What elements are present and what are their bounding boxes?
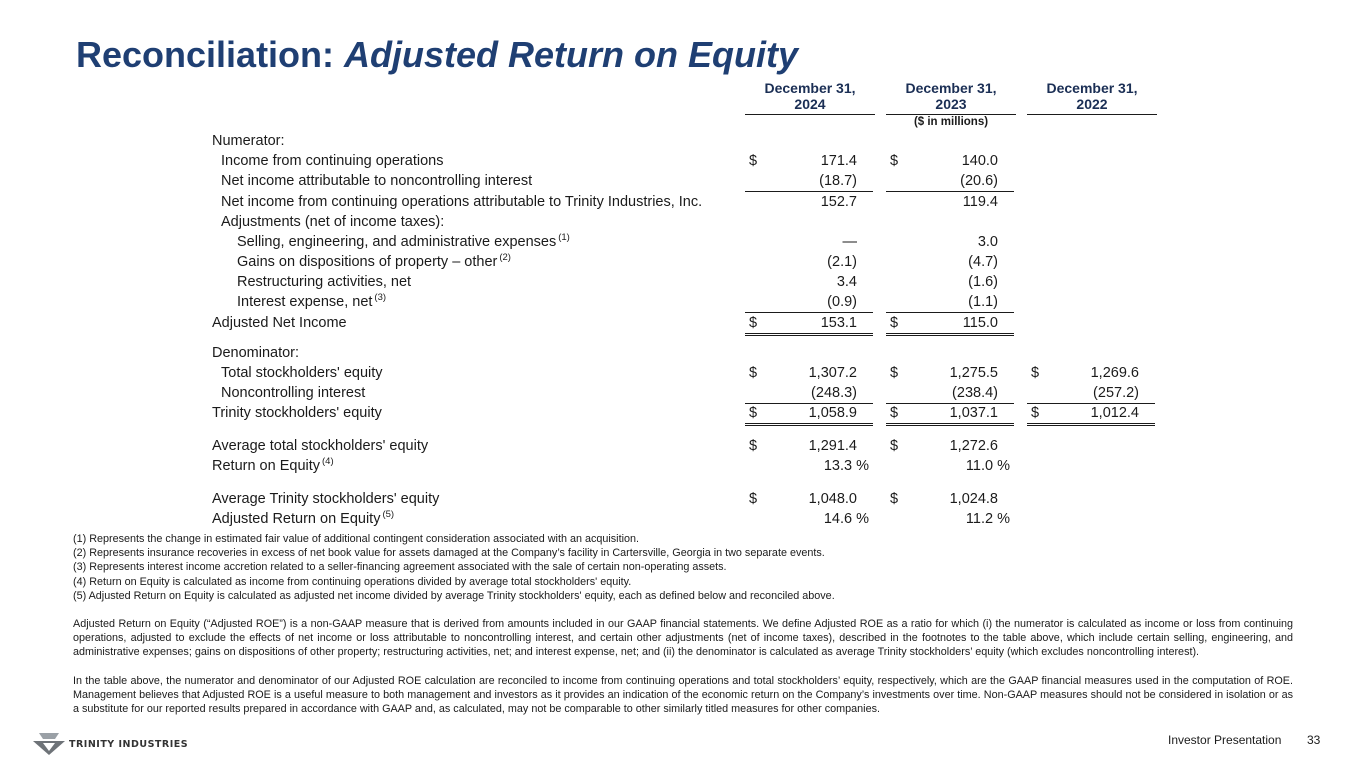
currency-symbol: $ — [749, 365, 758, 381]
row-label-text: Selling, engineering, and administrative expenses — [237, 234, 557, 250]
cell-2024 — [745, 436, 873, 456]
row-label: Trinity stockholders' equity — [212, 405, 382, 421]
footnote: (1) Represents the change in estimated fair value of additional contingent consideration associated with an acquisition. — [73, 533, 639, 545]
table-row-denominator — [212, 343, 1172, 363]
cell-2023 — [886, 383, 1014, 404]
footnotes-section — [73, 532, 1293, 716]
column-header-2024 — [745, 80, 875, 115]
table-row-restructuring — [212, 272, 1172, 292]
cell-2023 — [886, 363, 1014, 383]
cell-value: 1,048.0 — [808, 491, 857, 507]
company-logo — [33, 733, 188, 755]
footnote-ref: (4) — [322, 456, 334, 467]
column-header-year: 2024 — [794, 96, 826, 112]
cell-2024 — [745, 272, 873, 292]
cell-value: 13.3 % — [823, 458, 869, 474]
cell-value: 14.6 % — [823, 511, 869, 527]
footnote-ref: (5) — [382, 509, 395, 520]
row-label: Denominator: — [212, 345, 300, 361]
row-label: Average total stockholders' equity — [212, 438, 429, 454]
currency-symbol: $ — [890, 438, 899, 454]
table-row-nci-income — [212, 171, 1172, 191]
cell-value: (20.6) — [960, 173, 998, 189]
row-label: Numerator: — [212, 133, 285, 149]
table-row-adj-roe — [212, 509, 1172, 529]
column-header-line: December 31, — [1046, 80, 1138, 96]
row-label — [212, 456, 334, 476]
cell-value: 1,037.1 — [949, 405, 998, 421]
page-title — [76, 34, 798, 76]
currency-symbol: $ — [890, 315, 899, 331]
currency-symbol: $ — [749, 405, 758, 421]
row-label: Income from continuing operations — [221, 153, 444, 169]
cell-2024 — [745, 456, 873, 476]
cell-value: 115.0 — [962, 315, 998, 331]
currency-symbol: $ — [890, 365, 899, 381]
cell-value: (1.1) — [968, 294, 998, 310]
footnote-ref: (2) — [499, 252, 511, 263]
title-italic: Adjusted Return on Equity — [344, 34, 799, 75]
cell-2023 — [886, 151, 1014, 171]
cell-value: 152.7 — [820, 194, 857, 210]
cell-value: 153.1 — [820, 315, 857, 331]
units-label: ($ in millions) — [913, 116, 989, 128]
cell-2024 — [745, 232, 873, 252]
cell-2023 — [886, 252, 1014, 272]
footnote: (5) Adjusted Return on Equity is calculated as adjusted net income divided by average Trinity stockholders' equity, each as defined below and reconciled above. — [73, 589, 835, 602]
table-row-total-equity — [212, 363, 1172, 383]
currency-symbol: $ — [749, 315, 758, 331]
column-header-2022 — [1027, 80, 1157, 115]
cell-2024 — [745, 489, 873, 509]
cell-2024 — [745, 363, 873, 383]
column-header-year: 2023 — [935, 96, 967, 112]
cell-value: 1,269.6 — [1090, 365, 1139, 381]
cell-value: (4.7) — [968, 254, 998, 270]
currency-symbol: $ — [890, 491, 899, 507]
cell-2024 — [745, 292, 873, 313]
cell-value: — — [842, 234, 857, 250]
currency-symbol: $ — [1031, 405, 1040, 421]
table-row-sga — [212, 232, 1172, 252]
cell-2023 — [886, 232, 1014, 252]
footnote-ref: (3) — [374, 292, 387, 303]
cell-value: (238.4) — [952, 385, 998, 401]
cell-2022 — [1027, 403, 1155, 426]
column-header-line: December 31, — [905, 80, 997, 96]
table-row-numerator — [212, 131, 1172, 151]
trinity-logo-icon — [33, 733, 65, 755]
cell-2023 — [886, 436, 1014, 456]
table-row-trinity-equity — [212, 403, 1172, 423]
cell-value: 1,307.2 — [808, 365, 857, 381]
cell-2023 — [886, 489, 1014, 509]
cell-value: 1,012.4 — [1090, 405, 1139, 421]
table-row-income-continuing — [212, 151, 1172, 171]
cell-value: 3.4 — [836, 274, 857, 290]
cell-2023 — [886, 171, 1014, 192]
currency-symbol: $ — [890, 153, 899, 169]
footer-label: Investor Presentation — [1168, 733, 1282, 747]
footnote-ref: (1) — [558, 232, 570, 243]
table-row-roe — [212, 456, 1172, 476]
cell-2023 — [886, 509, 1014, 529]
cell-value: 171.4 — [820, 153, 857, 169]
row-label: Net income from continuing operations attributable to Trinity Industries, Inc. — [221, 194, 703, 210]
cell-value: (18.7) — [819, 173, 857, 189]
footnote: (4) Return on Equity is calculated as income from continuing operations divided by average total stockholders' equity. — [73, 575, 632, 588]
currency-symbol: $ — [749, 153, 758, 169]
row-label-text: Interest expense, net — [237, 294, 373, 310]
row-label: Net income attributable to noncontrolling interest — [221, 173, 533, 189]
row-label — [237, 232, 570, 252]
table-row-adj-net-income — [212, 313, 1172, 333]
cell-value: 1,291.4 — [808, 438, 857, 454]
currency-symbol: $ — [1031, 365, 1040, 381]
row-label-text: Return on Equity — [212, 458, 321, 474]
cell-value: (0.9) — [827, 294, 857, 310]
cell-2024 — [745, 509, 873, 529]
row-label — [212, 509, 394, 529]
currency-symbol: $ — [749, 491, 758, 507]
cell-2024 — [745, 151, 873, 171]
cell-value: 11.0 % — [965, 458, 1010, 474]
table-row-avg-total-equity — [212, 436, 1172, 456]
page-number: 33 — [1307, 733, 1321, 747]
cell-2023 — [886, 192, 1014, 212]
cell-value: (248.3) — [811, 385, 857, 401]
row-label: Adjustments (net of income taxes): — [221, 214, 445, 230]
cell-value: 1,058.9 — [808, 405, 857, 421]
footnote: (2) Represents insurance recoveries in excess of net book value for assets damaged at the Company’s facility in Cartersville, Georgia in two separate events. — [73, 547, 825, 560]
cell-2024 — [745, 252, 873, 272]
cell-2022 — [1027, 383, 1155, 404]
cell-2023 — [886, 403, 1014, 426]
column-header-line: December 31, — [764, 80, 856, 96]
cell-2023 — [886, 292, 1014, 313]
cell-value: 140.0 — [961, 153, 998, 169]
row-label-text: Adjusted Return on Equity — [212, 511, 381, 527]
currency-symbol: $ — [890, 405, 899, 421]
row-label: Noncontrolling interest — [221, 385, 366, 401]
cell-value: 3.0 — [977, 234, 998, 250]
cell-value: (257.2) — [1093, 385, 1139, 401]
footnote: (3) Represents interest income accretion related to a seller-financing agreement associated with the sale of certain non-operating assets. — [73, 561, 727, 574]
cell-2023 — [886, 272, 1014, 292]
cell-value: 119.4 — [962, 194, 998, 210]
row-label: Adjusted Net Income — [212, 315, 347, 331]
column-header-year: 2022 — [1076, 96, 1108, 112]
cell-value: 1,272.6 — [949, 438, 998, 454]
currency-symbol: $ — [749, 438, 758, 454]
cell-value: 1,275.5 — [949, 365, 998, 381]
row-label: Total stockholders' equity — [221, 365, 383, 381]
title-plain: Reconciliation: — [76, 34, 345, 75]
row-label: Restructuring activities, net — [237, 274, 412, 290]
cell-2024 — [745, 192, 873, 212]
row-label — [237, 292, 386, 312]
explanation-paragraph: Adjusted Return on Equity (“Adjusted ROE”) is a non-GAAP measure that is derived from amounts included in our GAAP financial statements. We define Adjusted ROE as a ratio for which (i) the numerator is calculated as income or loss from continuing operations, adjusted to exclude the effects of net income or loss attributable to noncontrolling interest, and certain other adjustments (net of income taxes), described in the footnotes to the table above, which include certain selling, engineering, and administrative expenses; gains on dispositions of other property; restructuring activities, net; and interest expense, net; and (ii) the denominator is calculated as average Trinity stockholders’ equity (which excludes noncontrolling interest). — [73, 618, 1293, 659]
explanation-paragraph: In the table above, the numerator and denominator of our Adjusted ROE calculation are reconciled to income from continuing operations and total stockholders’ equity, respectively, which are the GAAP financial measures used in the computation of ROE. Management believes that Adjusted ROE is a useful measure to both management and investors as it provides an indication of the economic return on the Company’s investments over time. Non-GAAP measures should not be considered in isolation or as a substitute for our reported results prepared in accordance with GAAP and, as calculated, may not be comparable to other similarly titled measures for other companies. — [73, 674, 1293, 716]
row-label: Average Trinity stockholders' equity — [212, 491, 440, 507]
row-label-text: Gains on dispositions of property – other — [237, 254, 498, 270]
column-header-2023 — [886, 80, 1016, 115]
cell-2024 — [745, 403, 873, 426]
table-row-nci — [212, 383, 1172, 403]
table-row-gains — [212, 252, 1172, 272]
cell-value: 11.2 % — [965, 511, 1010, 527]
table-row-adjustments — [212, 212, 1172, 232]
cell-2024 — [745, 171, 873, 192]
cell-value: (2.1) — [827, 254, 857, 270]
cell-2023 — [886, 313, 1014, 336]
table-row-interest — [212, 292, 1172, 312]
cell-2023 — [886, 456, 1014, 476]
cell-2022 — [1027, 363, 1155, 383]
table-row-net-income-trinity — [212, 192, 1172, 212]
cell-value: (1.6) — [968, 274, 998, 290]
cell-2024 — [745, 383, 873, 404]
cell-value: 1,024.8 — [949, 491, 998, 507]
row-label — [237, 252, 511, 272]
logo-text: TRINITY INDUSTRIES — [69, 738, 189, 750]
table-row-avg-trinity-equity — [212, 489, 1172, 509]
cell-2024 — [745, 313, 873, 336]
